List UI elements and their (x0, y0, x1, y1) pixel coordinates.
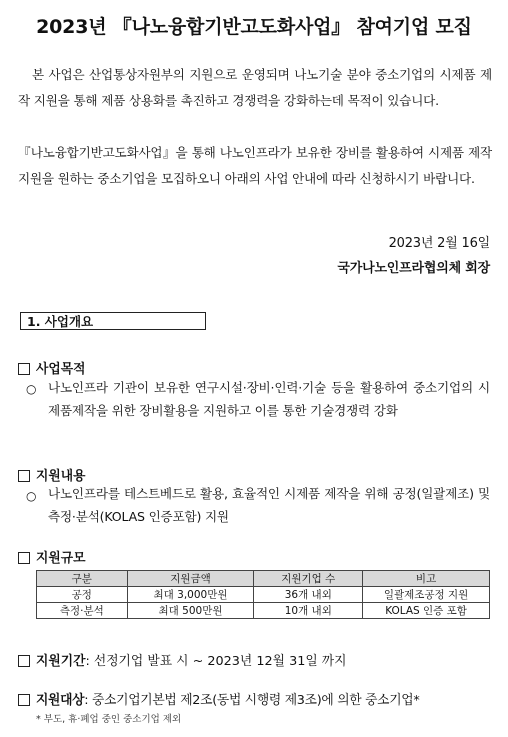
table-cell: 36개 내외 (254, 587, 363, 603)
purpose-heading (18, 358, 85, 377)
period-line (18, 650, 347, 669)
table-cell: 공정 (37, 587, 128, 603)
period-text: : 선정기업 발표 시 ~ 2023년 12월 31일 까지 (85, 654, 347, 669)
table-cell: 최대 500만원 (127, 603, 254, 619)
content-text: 나노인프라를 테스트베드로 활용, 효율적인 시제품 제작을 위해 공정(일괄제조) 및 측정·분석(KOLAS 인증포함) 지원 (48, 486, 490, 524)
checkbox-square-icon (18, 470, 30, 482)
table-cell: 최대 3,000만원 (127, 587, 254, 603)
circle-bullet-icon: ○ (26, 489, 37, 503)
table-header-row (37, 571, 490, 587)
table-header-cell: 지원금액 (127, 571, 254, 587)
circle-bullet-icon: ○ (26, 382, 37, 396)
intro-paragraph-2: 『나노융합기반고도화사업』을 통해 나노인프라가 보유한 장비를 활용하여 시제품 제작 지원을 원하는 중소기업을 모집하오니 아래의 사업 안내에 따라 신청하시기 바랍니다. (18, 145, 492, 186)
table-header-cell: 구분 (37, 571, 128, 587)
document-title: 2023년 『나노융합기반고도화사업』 참여기업 모집 (36, 16, 472, 38)
purpose-text: 나노인프라 기관이 보유한 연구시설·장비·인력·기술 등을 활용하여 중소기업의 시제품제작을 위한 장비활용을 지원하고 이를 통한 기술경쟁력 강화 (48, 380, 490, 418)
table-row (37, 587, 490, 603)
support-scale-table (36, 570, 490, 619)
content-heading-label: 지원내용 (36, 469, 86, 484)
table-cell: 일괄제조공정 지원 (363, 587, 490, 603)
scale-heading (18, 547, 85, 566)
target-text: : 중소기업기본법 제2조(동법 시행령 제3조)에 의한 중소기업* (84, 693, 420, 708)
table-row (37, 603, 490, 619)
period-heading-label: 지원기간 (36, 654, 86, 669)
table-header-cell: 비고 (363, 571, 490, 587)
intro-paragraph-1: 본 사업은 산업통상자원부의 지원으로 운영되며 나노기술 분야 중소기업의 시제품 제작 지원을 통해 제품 상용화를 촉진하고 경쟁력을 강화하는데 목적이 있습니다. (18, 67, 492, 108)
announcement-date: 2023년 2월 16일 (388, 236, 490, 251)
checkbox-square-icon (18, 694, 30, 706)
table-cell: 10개 내외 (254, 603, 363, 619)
signer: 국가나노인프라협의체 회장 (337, 261, 490, 276)
table-cell: 측정·분석 (37, 603, 128, 619)
section-heading: 1. 사업개요 (20, 312, 206, 330)
checkbox-square-icon (18, 363, 30, 375)
target-footnote: * 부도, 휴·폐업 중인 중소기업 제외 (36, 714, 182, 725)
table-cell: KOLAS 인증 포함 (363, 603, 490, 619)
target-line (18, 689, 419, 708)
scale-heading-label: 지원규모 (36, 551, 86, 566)
table-header-cell: 지원기업 수 (254, 571, 363, 587)
checkbox-square-icon (18, 552, 30, 564)
purpose-heading-label: 사업목적 (36, 362, 86, 377)
checkbox-square-icon (18, 655, 30, 667)
target-heading-label: 지원대상 (36, 693, 85, 708)
